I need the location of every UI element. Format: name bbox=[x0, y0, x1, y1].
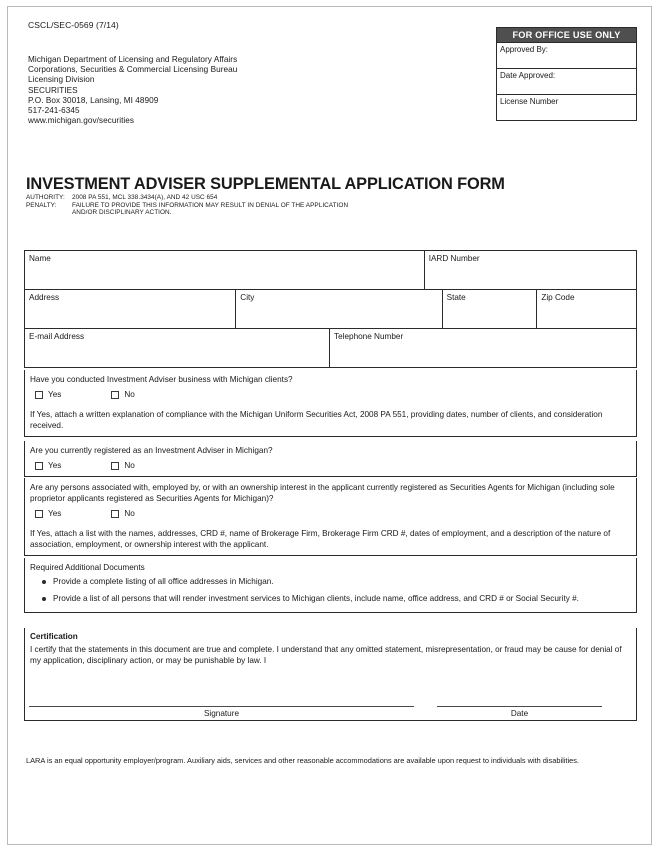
iard-number-field[interactable] bbox=[425, 251, 636, 289]
signature-line[interactable] bbox=[29, 706, 414, 707]
address-label: Address bbox=[29, 293, 60, 302]
question-1-checkboxes bbox=[25, 385, 636, 405]
question-2-block bbox=[24, 441, 637, 477]
authority-label: AUTHORITY: bbox=[26, 194, 65, 201]
question-1-no-checkbox[interactable] bbox=[111, 391, 119, 399]
authority-penalty-block bbox=[26, 194, 348, 217]
telephone-number-field[interactable] bbox=[330, 329, 636, 367]
question-1-followup: If Yes, attach a written explanation of compliance with the Michigan Uniform Securities Act, 2008 PA 551, providing dates, number of clients, and consideration received. bbox=[30, 410, 603, 430]
office-license-number-label: License Number bbox=[500, 97, 559, 106]
name-label: Name bbox=[29, 254, 51, 263]
agency-address-block bbox=[28, 55, 237, 126]
office-approved-by-field[interactable] bbox=[497, 42, 636, 68]
question-1-yes-label: Yes bbox=[48, 390, 62, 399]
iard-number-label: IARD Number bbox=[428, 254, 480, 263]
question-2-text: Are you currently registered as an Investment Adviser in Michigan? bbox=[30, 446, 273, 455]
question-3-checkboxes bbox=[25, 504, 636, 524]
question-1-no-label: No bbox=[124, 390, 135, 399]
penalty-line bbox=[26, 202, 348, 210]
office-approved-by-label: Approved By: bbox=[500, 45, 549, 54]
question-1-block bbox=[24, 370, 637, 437]
state-label: State bbox=[446, 293, 466, 302]
question-3-followup: If Yes, attach a list with the names, addresses, CRD #, name of Brokerage Firm, Brokerage Firm CRD #, dates of employment, and a description of the nature of association, employment, or ownership interest with the applicant. bbox=[30, 529, 611, 549]
question-2-yes-label: Yes bbox=[48, 461, 62, 470]
question-2-no-checkbox[interactable] bbox=[111, 462, 119, 470]
for-office-use-box bbox=[496, 27, 637, 121]
agency-line-3: Licensing Division bbox=[28, 75, 95, 85]
address-field[interactable] bbox=[25, 290, 236, 328]
table-row bbox=[25, 290, 636, 329]
state-field[interactable] bbox=[443, 290, 538, 328]
email-address-field[interactable] bbox=[25, 329, 330, 367]
question-3-no-checkbox[interactable] bbox=[111, 510, 119, 518]
penalty-text-cont: AND/OR DISCIPLINARY ACTION. bbox=[72, 209, 172, 217]
office-use-title: FOR OFFICE USE ONLY bbox=[497, 28, 636, 42]
question-2-no-label: No bbox=[124, 461, 135, 470]
agency-line-4: SECURITIES bbox=[28, 85, 78, 95]
required-document-2: Provide a list of all persons that will render investment services to Michigan clients, include name, office address, and CRD # or Social Security #. bbox=[53, 594, 579, 603]
zip-code-label: Zip Code bbox=[541, 293, 575, 302]
required-documents-block bbox=[24, 558, 637, 613]
table-row bbox=[25, 251, 636, 290]
agency-website: www.michigan.gov/securities bbox=[28, 116, 135, 126]
certification-heading: Certification bbox=[30, 632, 78, 641]
required-document-1: Provide a complete listing of all office addresses in Michigan. bbox=[53, 577, 274, 586]
agency-line-2: Corporations, Securities & Commercial Licensing Bureau bbox=[28, 65, 238, 75]
email-address-label: E-mail Address bbox=[29, 332, 85, 341]
list-item bbox=[30, 576, 628, 587]
office-date-approved-field[interactable] bbox=[497, 68, 636, 94]
date-label: Date bbox=[510, 709, 529, 718]
date-line[interactable] bbox=[437, 706, 602, 707]
bullet-icon bbox=[42, 597, 46, 601]
footer-note: LARA is an equal opportunity employer/program. Auxiliary aids, services and other reasonable accommodations are available upon request to individuals with disabilities. bbox=[26, 756, 579, 765]
applicant-info-table bbox=[24, 250, 637, 368]
form-code: CSCL/SEC-0569 (7/14) bbox=[28, 20, 119, 30]
authority-line bbox=[26, 194, 348, 202]
page-title: INVESTMENT ADVISER SUPPLEMENTAL APPLICATION FORM bbox=[26, 175, 505, 193]
question-1-text: Have you conducted Investment Adviser business with Michigan clients? bbox=[30, 375, 293, 384]
required-documents-list bbox=[25, 573, 636, 612]
telephone-number-label: Telephone Number bbox=[334, 332, 404, 341]
authority-text: 2008 PA 551, MCL 338.3434(A), AND 42 USC 654 bbox=[72, 194, 218, 201]
question-3-yes-label: Yes bbox=[48, 509, 62, 518]
question-3-text: Are any persons associated with, employed by, or with an ownership interest in the applicant currently registered as Securities Agents for Michigan (including sole proprietor applicants registered as Securities Agents for Michigan)? bbox=[30, 483, 615, 503]
city-label: City bbox=[240, 293, 255, 302]
certification-body: I certify that the statements in this document are true and complete. I understand that any omitted statement, misrepresentation, or fraud may be cause for denial of my application, disciplinary action, or may be punishable by law. I bbox=[30, 645, 622, 665]
question-2-checkboxes bbox=[25, 456, 636, 476]
question-3-block bbox=[24, 478, 637, 556]
signature-label: Signature bbox=[203, 709, 240, 718]
table-row bbox=[25, 329, 636, 367]
agency-line-5: P.O. Box 30018, Lansing, MI 48909 bbox=[28, 95, 159, 105]
question-3-yes-checkbox[interactable] bbox=[35, 510, 43, 518]
question-2-yes-checkbox[interactable] bbox=[35, 462, 43, 470]
question-3-no-label: No bbox=[124, 509, 135, 518]
office-license-number-field[interactable] bbox=[497, 94, 636, 120]
bullet-icon bbox=[42, 580, 46, 584]
office-date-approved-label: Date Approved: bbox=[500, 71, 556, 80]
penalty-text: FAILURE TO PROVIDE THIS INFORMATION MAY RESULT IN DENIAL OF THE APPLICATION bbox=[72, 201, 349, 209]
penalty-label: PENALTY: bbox=[26, 201, 57, 209]
agency-line-1: Michigan Department of Licensing and Regulatory Affairs bbox=[28, 55, 238, 64]
question-1-yes-checkbox[interactable] bbox=[35, 391, 43, 399]
name-field[interactable] bbox=[25, 251, 425, 289]
city-field[interactable] bbox=[236, 290, 442, 328]
list-item bbox=[30, 593, 628, 604]
required-documents-heading: Required Additional Documents bbox=[30, 563, 145, 572]
certification-block bbox=[24, 628, 637, 721]
zip-code-field[interactable] bbox=[537, 290, 636, 328]
agency-line-6: 517-241-6345 bbox=[28, 106, 80, 116]
signature-area bbox=[25, 666, 636, 720]
